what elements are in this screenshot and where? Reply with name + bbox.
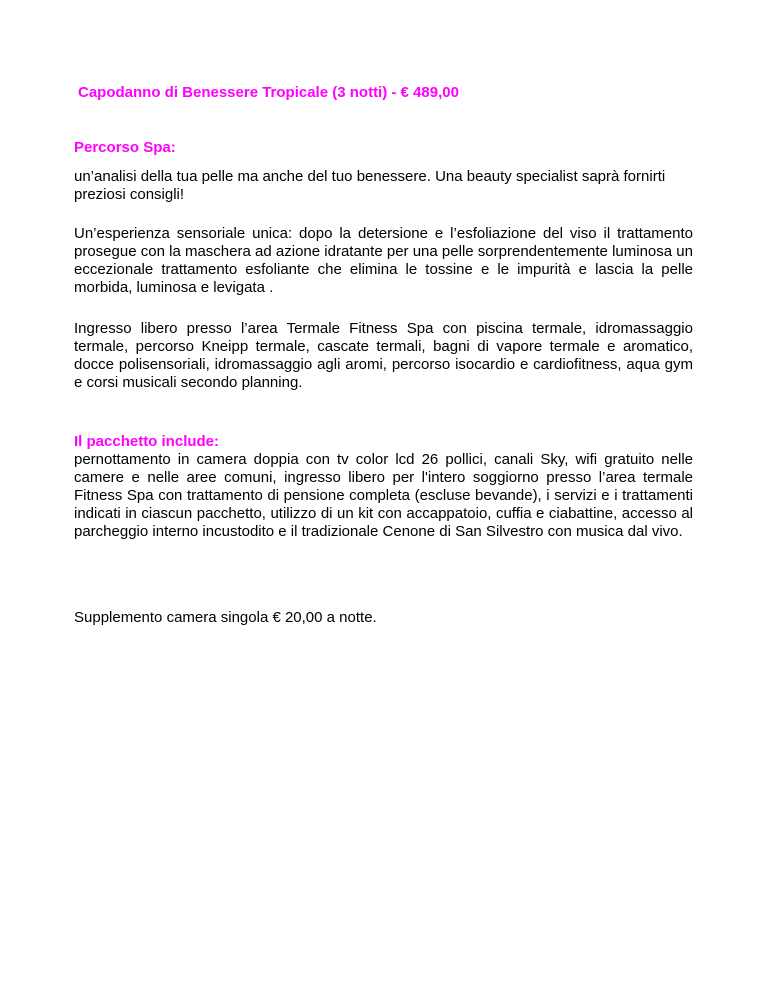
spa-treatment-paragraph: Un’esperienza sensoriale unica: dopo la detersione e l’esfoliazione del viso il trattamento prosegue con la maschera ad azione idratante per una pelle sorprendentemente luminosa un eccezionale trattamento esfoliante che elimina le tossine e le impurità e lascia la pelle morbida, luminosa e levigata . [74,225,693,296]
spa-intro-paragraph: un’analisi della tua pelle ma anche del tuo benessere. Una beauty specialist saprà fornirti preziosi consigli! [74,168,666,203]
offer-title: Capodanno di Benessere Tropicale (3 notti) - € 489,00 [78,84,459,101]
spa-access-paragraph: Ingresso libero presso l’area Termale Fitness Spa con piscina termale, idromassaggio termale, percorso Kneipp termale, cascate termali, bagni di vapore termale e aromatico, docce polisensoriali, idromassaggio agli aromi, percorso isocardio e cardiofitness, aqua gym e corsi musicali secondo planning. [74,320,693,391]
package-heading: Il pacchetto include: [74,433,220,450]
spa-heading: Percorso Spa: [74,139,176,156]
supplement-paragraph: Supplemento camera singola € 20,00 a notte. [74,609,377,626]
package-paragraph: pernottamento in camera doppia con tv color lcd 26 pollici, canali Sky, wifi gratuito nelle camere e nelle aree comuni, ingresso libero per l'intero soggiorno presso l’area termale Fitness Spa con trattamento di pensione completa (escluse bevande), i servizi e i trattamenti indicati in ciascun pacchetto, utilizzo di un kit con accappatoio, cuffia e ciabattine, accesso al parcheggio interno incustodito e il tradizionale Cenone di San Silvestro con musica dal vivo. [74,451,693,540]
